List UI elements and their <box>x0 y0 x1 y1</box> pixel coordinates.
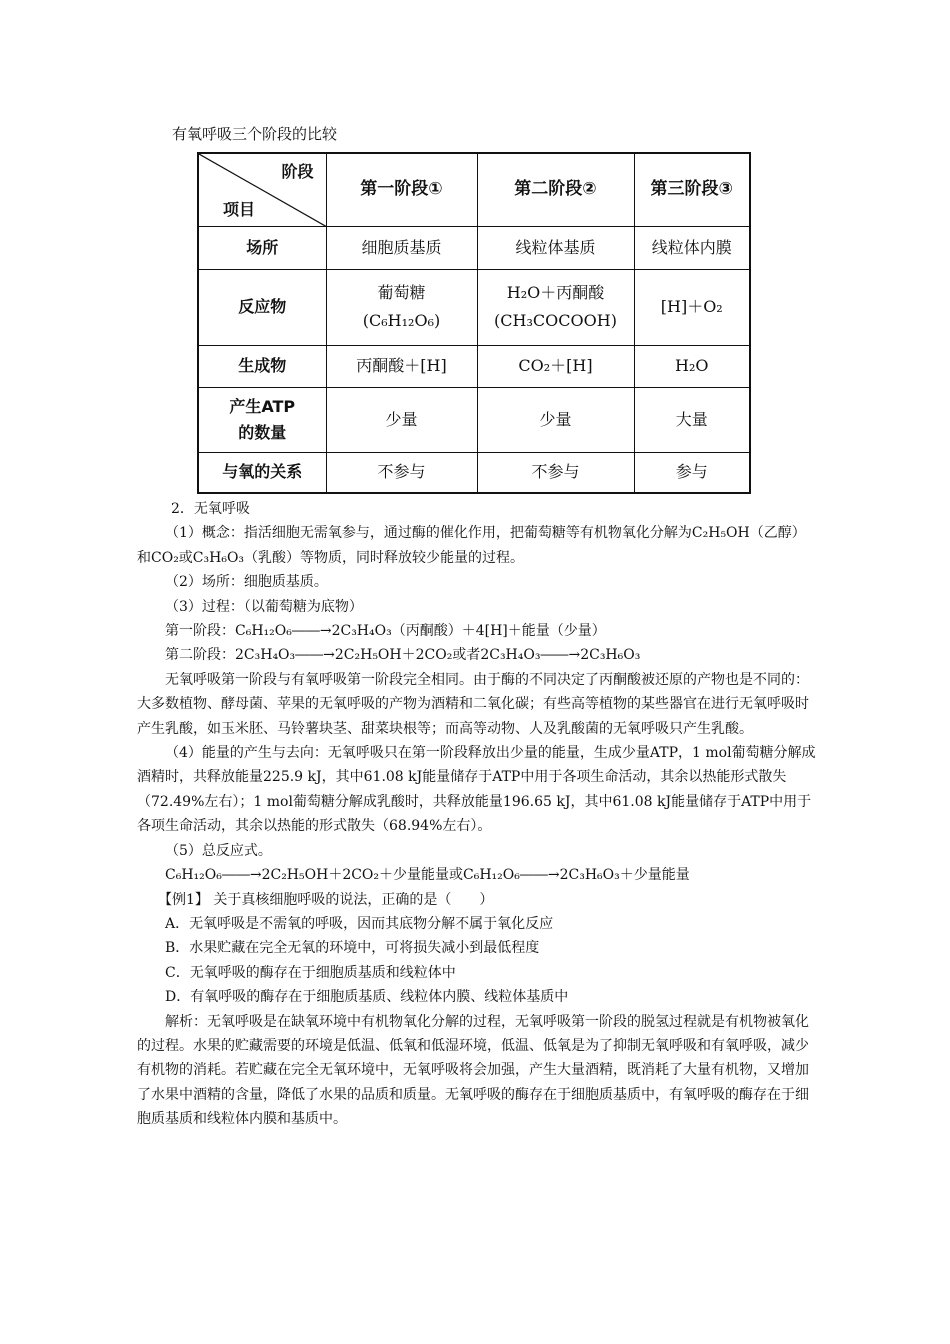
cell-line: H₂O＋丙酮酸 <box>506 283 605 302</box>
option-a: A．无氧呼吸是不需氧的呼吸，因而其底物分解不属于氧化反应 <box>165 915 554 932</box>
option-b: B．水果贮藏在完全无氧的环境中，可将损失减小到最低程度 <box>165 940 540 957</box>
table-cell: H₂O <box>634 345 750 387</box>
option-c: C．无氧呼吸的酶存在于细胞质基质和线粒体中 <box>165 964 456 981</box>
row-label: 反应物 <box>198 269 326 345</box>
table-cell: CO₂＋[H] <box>477 345 634 387</box>
column-header-stage-2: 第二阶段② <box>477 153 634 226</box>
table-cell: 线粒体内膜 <box>634 226 750 269</box>
equation-stage-1: 第一阶段：C₆H₁₂O₆――→2C₃H₄O₃（丙酮酸）＋4[H]＋能量（少量） <box>165 623 606 640</box>
paragraph-concept: （1）概念：指活细胞无需氧参与，通过酶的催化作用，把葡萄糖等有机物氧化分解为C₂H₅OH（乙醇）和CO₂或C₃H₆O₃（乳酸）等物质，同时释放较少能量的过程。 <box>137 525 806 566</box>
table-cell: 参与 <box>634 452 750 493</box>
cell-line: 葡萄糖 <box>377 283 426 302</box>
cell-line: [H]＋O₂ <box>660 297 723 316</box>
table-cell: 少量 <box>326 387 477 452</box>
table-cell: 细胞质基质 <box>326 226 477 269</box>
row-label: 生成物 <box>198 345 326 387</box>
paragraph-total-equation-title: （5）总反应式。 <box>165 842 272 859</box>
row-label: 场所 <box>198 226 326 269</box>
table-cell: 不参与 <box>326 452 477 493</box>
table-row-oxygen-relation <box>198 452 750 493</box>
table-cell <box>634 269 750 345</box>
table-header-row <box>198 153 750 226</box>
cell-line: (C₆H₁₂O₆) <box>362 311 441 330</box>
paragraph-location: （2）场所：细胞质基质。 <box>165 574 328 591</box>
table-cell <box>477 269 634 345</box>
row-label-line: 产生ATP <box>229 396 296 416</box>
paragraph-process: （3）过程：（以葡萄糖为底物） <box>165 598 363 615</box>
column-header-stage-1: 第一阶段① <box>326 153 477 226</box>
corner-stage-label: 阶段 <box>281 162 314 181</box>
table-cell: 不参与 <box>477 452 634 493</box>
diagonal-header-cell <box>198 153 326 226</box>
table-cell: 少量 <box>477 387 634 452</box>
body-text <box>137 497 817 1132</box>
table-cell: 丙酮酸＋[H] <box>326 345 477 387</box>
example-question: 【例1】 关于真核细胞呼吸的说法，正确的是（ ） <box>158 891 494 908</box>
paragraph-energy: （4）能量的产生与去向：无氧呼吸只在第一阶段释放出少量的能量，生成少量ATP，1 mol葡萄糖分解成酒精时，共释放能量225.9 kJ，其中61.08 kJ能量储存于ATP中用于各项生命活动，其余以热能形式散失（72.49%左右）；1 mol葡萄糖分解成乳酸时，共释放能量196.65 kJ，其中61.08 kJ能量储存于ATP中用于各项生命活动，其余以热能的形式散失（68.94%左右）。 <box>137 745 816 835</box>
table-row-location <box>198 226 750 269</box>
table-row-reactants <box>198 269 750 345</box>
row-label-line: 的数量 <box>238 422 287 442</box>
comparison-table <box>197 152 751 494</box>
paragraph-analysis: 解析：无氧呼吸是在缺氧环境中有机物氧化分解的过程，无氧呼吸第一阶段的脱氢过程就是有机物被氧化的过程。水果的贮藏需要的环境是低温、低氧和低湿环境，低温、低氧是为了抑制无氧呼吸和有氧呼吸，减少有机物的消耗。若贮藏在完全无氧环境中，无氧呼吸将会加强，产生大量酒精，既消耗了大量有机物，又增加了水果中酒精的含量，降低了水果的品质和质量。无氧呼吸的酶存在于细胞质基质中，有氧呼吸的酶存在于细胞质基质和线粒体内膜和基质中。 <box>137 1013 809 1128</box>
option-d: D．有氧呼吸的酶存在于细胞质基质、线粒体内膜、线粒体基质中 <box>165 989 569 1006</box>
table-cell: 线粒体基质 <box>477 226 634 269</box>
row-label <box>198 387 326 452</box>
table-cell <box>326 269 477 345</box>
equation-stage-2: 第二阶段：2C₃H₄O₃――→2C₂H₅OH＋2CO₂或者2C₃H₄O₃――→2C₃H₆O₃ <box>165 647 641 664</box>
table-row-products <box>198 345 750 387</box>
column-header-stage-3: 第三阶段③ <box>634 153 750 226</box>
corner-item-label: 项目 <box>223 199 256 219</box>
equation-total: C₆H₁₂O₆――→2C₂H₅OH＋2CO₂＋少量能量或C₆H₁₂O₆――→2C₃H₆O₃＋少量能量 <box>165 867 690 884</box>
table-row-atp-amount <box>198 387 750 452</box>
section-title: 2．无氧呼吸 <box>171 501 250 517</box>
row-label: 与氧的关系 <box>198 452 326 493</box>
paragraph-explanation: 无氧呼吸第一阶段与有氧呼吸第一阶段完全相同。由于酶的不同决定了丙酮酸被还原的产物也是不同的：大多数植物、酵母菌、苹果的无氧呼吸的产物为酒精和二氧化碳；有些高等植物的某些器官在进行无氧呼吸时产生乳酸，如玉米胚、马铃薯块茎、甜菜块根等；而高等动物、人及乳酸菌的无氧呼吸只产生乳酸。 <box>137 671 809 737</box>
table-cell: 大量 <box>634 387 750 452</box>
cell-line: (CH₃COCOOH) <box>494 311 617 330</box>
table-caption: 有氧呼吸三个阶段的比较 <box>172 125 338 143</box>
